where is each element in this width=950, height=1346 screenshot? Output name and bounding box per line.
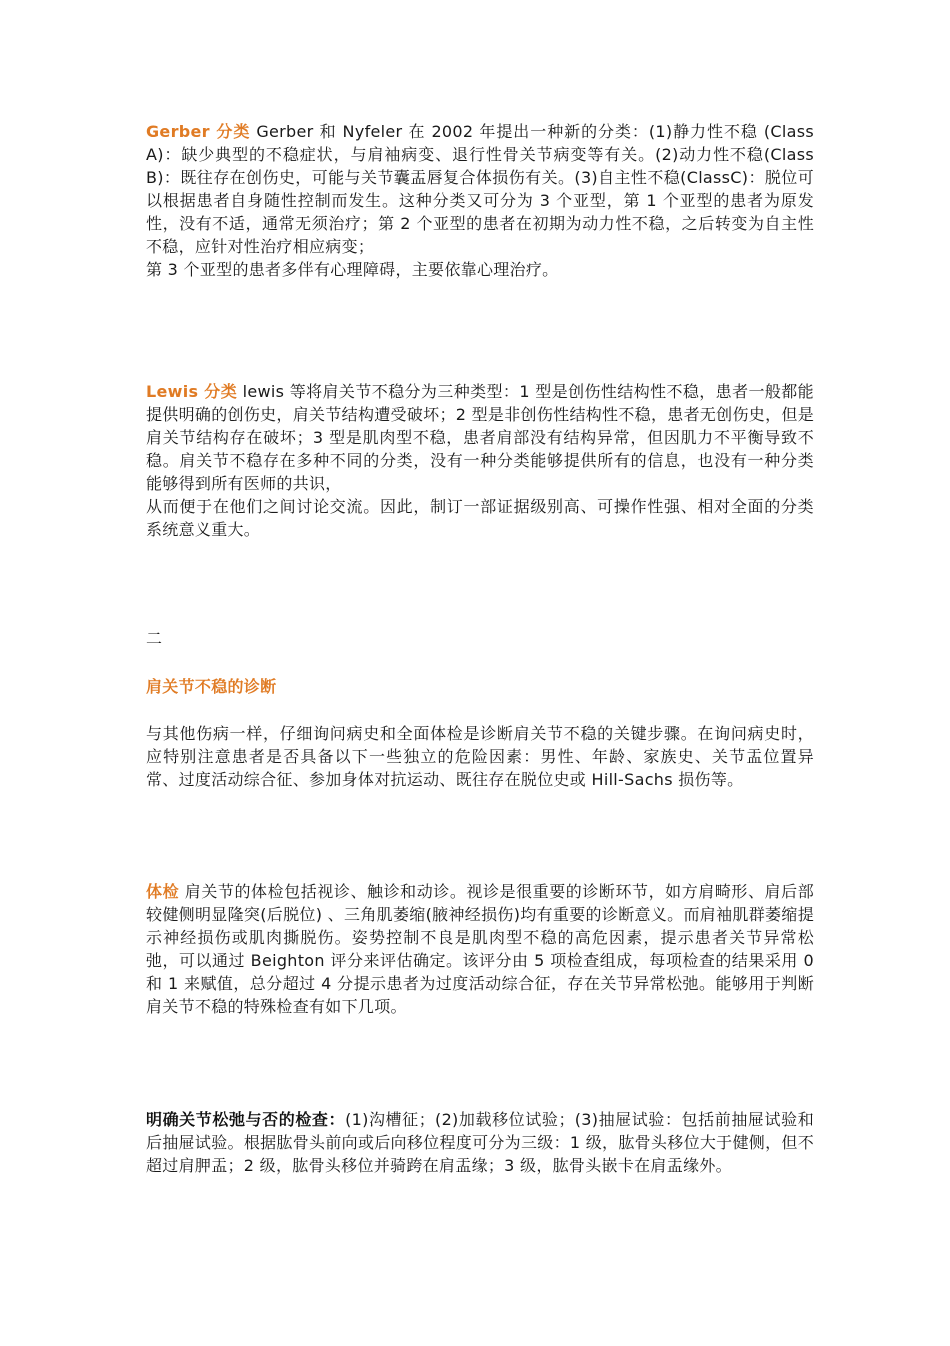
lewis-text-2: 从而便于在他们之间讨论交流。因此，制订一部证据级别高、可操作性强、相对全面的分类系统意义重大。	[146, 497, 814, 539]
diagnosis-intro-text: 与其他伤病一样，仔细询问病史和全面体检是诊断肩关节不稳的关键步骤。在询问病史时，应特别注意患者是否具备以下一些独立的危险因素：男性、年龄、家族史、关节盂位置异常、过度活动综合征、参加身体对抗运动、既往存在脱位史或 Hill-Sachs 损伤等。	[146, 724, 814, 789]
laxity-body: (1)沟槽征；(2)加载移位试验；(3)抽屉试验：包括前抽屉试验和后抽屉试验。根据肱骨头前向或后向移位程度可分为三级：1 级，肱骨头移位大于健侧，但不超过肩胛盂；2 级，肱骨头移位并骑跨在肩盂缘；3 级，肱骨头嵌卡在肩盂缘外。	[146, 1110, 814, 1175]
exam-paragraph	[146, 880, 814, 1018]
lewis-text	[146, 380, 814, 495]
section-title: 肩关节不稳的诊断	[146, 677, 277, 696]
section-heading	[146, 675, 814, 698]
lewis-paragraph	[146, 380, 814, 541]
gerber-label: Gerber 分类	[146, 122, 251, 141]
gerber-text-2: 第 3 个亚型的患者多伴有心理障碍，主要依靠心理治疗。	[146, 260, 559, 279]
lewis-label: Lewis 分类	[146, 382, 238, 401]
section-number-text: 二	[146, 629, 163, 648]
diagnosis-intro-paragraph	[146, 722, 814, 791]
section-number	[146, 627, 814, 650]
laxity-text	[146, 1108, 814, 1177]
laxity-label: 明确关节松弛与否的检查：	[146, 1110, 346, 1129]
gerber-body: Gerber 和 Nyfeler 在 2002 年提出一种新的分类：(1)静力性不稳 (Class A)：缺少典型的不稳症状，与肩袖病变、退行性骨关节病变等有关。(2)动力性不稳(Class B)：既往存在创伤史，可能与关节囊盂唇复合体损伤有关。(3)自主性不稳(ClassC)：脱位可以根据患者自身随性控制而发生。这种分类又可分为 3 个亚型，第 1 个亚型的患者为原发性，没有不适，通常无须治疗；第 2 个亚型的患者在初期为动力性不稳，之后转变为自主性不稳，应针对性治疗相应病变；	[146, 122, 815, 256]
lewis-body: lewis 等将肩关节不稳分为三种类型：1 型是创伤性结构性不稳，患者一般都能提供明确的创伤史，肩关节结构遭受破坏；2 型是非创伤性结构性不稳，患者无创伤史，但是肩关节结构存在破坏；3 型是肌肉型不稳，患者肩部没有结构异常，但因肌力不平衡导致不稳。肩关节不稳存在多种不同的分类，没有一种分类能够提供所有的信息，也没有一种分类能够得到所有医师的共识，	[146, 382, 814, 493]
gerber-text	[146, 120, 814, 258]
exam-body: 肩关节的体检包括视诊、触诊和动诊。视诊是很重要的诊断环节，如方肩畸形、肩后部较健侧明显隆突(后脱位) 、三角肌萎缩(腋神经损伤)均有重要的诊断意义。而肩袖肌群萎缩提示神经损伤或肌肉撕脱伤。姿势控制不良是肌肉型不稳的高危因素，提示患者关节异常松弛，可以通过 Beighton 评分来评估确定。该评分由 5 项检查组成，每项检查的结果采用 0 和 1 来赋值，总分超过 4 分提示患者为过度活动综合征，存在关节异常松弛。能够用于判断肩关节不稳的特殊检查有如下几项。	[146, 882, 814, 1016]
laxity-paragraph	[146, 1108, 814, 1177]
gerber-paragraph	[146, 120, 814, 281]
exam-text	[146, 880, 814, 1018]
exam-label: 体检	[146, 882, 180, 901]
